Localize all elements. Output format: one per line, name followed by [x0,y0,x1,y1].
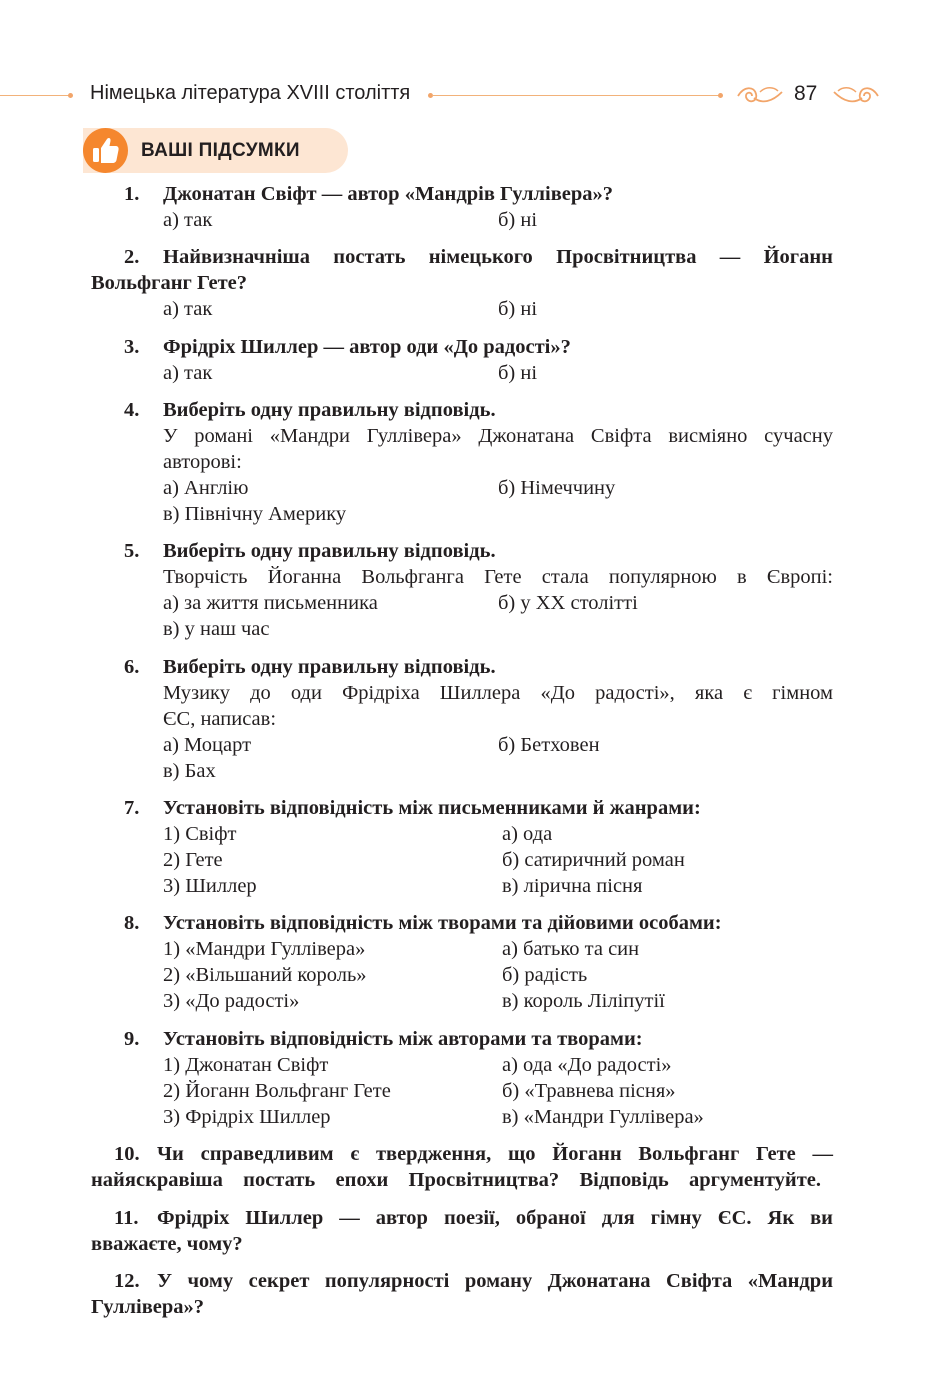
ornament-left-icon [736,82,784,108]
question-stem-line-1: Музику до оди Фрідріха Шиллера «До радості», яка є гімном [163,682,833,704]
answer-option: б) Бетховен [498,734,600,756]
question-number: 9. [124,1028,140,1050]
section-title: ВАШІ ПІДСУМКИ [141,140,300,161]
match-left-item: 3) Шиллер [163,875,257,897]
question-text-line-1: Фрідріх Шиллер — автор поезії, обраної для гімну ЄС. Як ви [157,1207,833,1229]
question-instruction: Установіть відповідність між авторами та творами: [163,1028,643,1050]
answer-option: а) Моцарт [163,734,252,756]
question-number: 11. [114,1207,139,1229]
question-number: 6. [124,656,140,678]
match-right-item: а) ода [502,823,553,845]
match-left-item: 3) «До радості» [163,990,300,1012]
match-right-item: б) радість [502,964,588,986]
question-text-line-1: У чому секрет популярності роману Джонатана Свіфта «Мандри [157,1270,833,1292]
match-left-item: 3) Фрідріх Шиллер [163,1106,331,1128]
answer-option: в) Бах [163,760,216,782]
section-badge [83,128,348,173]
answer-option: а) так [163,298,213,320]
question-number: 12. [114,1270,140,1292]
match-right-item: а) ода «До радості» [502,1054,672,1076]
answer-option: а) за життя письменника [163,592,378,614]
header-title: Німецька література XVIII століття [90,82,411,104]
header-rule-mid [432,95,720,96]
answer-option: б) у ХХ столітті [498,592,638,614]
match-left-item: 2) Йоганн Вольфганг Гете [163,1080,391,1102]
match-left-item: 1) «Мандри Гуллівера» [163,938,366,960]
question-text-line-2: Гуллівера»? [91,1296,205,1318]
running-header [0,78,952,112]
question-number: 8. [124,912,140,934]
question-number: 1. [124,183,140,205]
header-dot-left [68,93,73,98]
question-text-line-2: найяскравіша постать епохи Просвітництва? Відповідь аргументуйте. [91,1169,821,1191]
match-right-item: в) «Мандри Гуллівера» [502,1106,704,1128]
question-number: 7. [124,797,140,819]
match-right-item: б) «Травнева пісня» [502,1080,676,1102]
answer-option: а) так [163,362,213,384]
question-instruction: Виберіть одну правильну відповідь. [163,540,496,562]
question-instruction: Виберіть одну правильну відповідь. [163,656,496,678]
question-text-line-1: Найвизначніша постать німецького Просвітництва — Йоганн [163,246,833,268]
question-text: Джонатан Свіфт — автор «Мандрів Гуллівера»? [163,183,614,205]
answer-option: а) так [163,209,213,231]
header-rule-left [0,95,70,96]
question-instruction: Установіть відповідність між письменниками й жанрами: [163,797,701,819]
answer-option: б) ні [498,362,538,384]
ornament-right-icon [832,82,880,108]
question-number: 5. [124,540,140,562]
question-instruction: Установіть відповідність між творами та дійовими особами: [163,912,722,934]
question-instruction: Виберіть одну правильну відповідь. [163,399,496,421]
header-dot-right [718,93,723,98]
question-text-line-2: Вольфганг Гете? [91,272,247,294]
match-right-item: б) сатиричний роман [502,849,685,871]
answer-option: в) Північну Америку [163,503,347,525]
answer-option: а) Англію [163,477,249,499]
question-stem-line-1: У романі «Мандри Гуллівера» Джонатана Свіфта висміяно сучасну [163,425,833,447]
question-text-line-1: Чи справедливим є твердження, що Йоганн Вольфганг Гете — [157,1143,833,1165]
answer-option: б) ні [498,298,538,320]
match-left-item: 1) Свіфт [163,823,237,845]
answer-option: б) ні [498,209,538,231]
question-text-line-2: вважаєте, чому? [91,1233,243,1255]
question-number: 4. [124,399,140,421]
match-right-item: в) лірична пісня [502,875,643,897]
question-number: 2. [124,246,140,268]
match-right-item: в) король Ліліпутії [502,990,665,1012]
match-left-item: 2) «Вільшаний король» [163,964,367,986]
question-stem-line-2: авторові: [163,451,242,473]
thumbs-up-icon [83,128,128,173]
page-number: 87 [794,82,818,105]
match-right-item: а) батько та син [502,938,640,960]
question-stem-line-2: ЄС, написав: [163,708,277,730]
question-number: 10. [114,1143,140,1165]
match-left-item: 2) Гете [163,849,223,871]
question-number: 3. [124,336,140,358]
question-stem-line-1: Творчість Йоганна Вольфганга Гете стала популярною в Європі: [163,566,833,588]
answer-option: в) у наш час [163,618,270,640]
match-left-item: 1) Джонатан Свіфт [163,1054,329,1076]
answer-option: б) Німеччину [498,477,616,499]
question-text: Фрідріх Шиллер — автор оди «До радості»? [163,336,571,358]
